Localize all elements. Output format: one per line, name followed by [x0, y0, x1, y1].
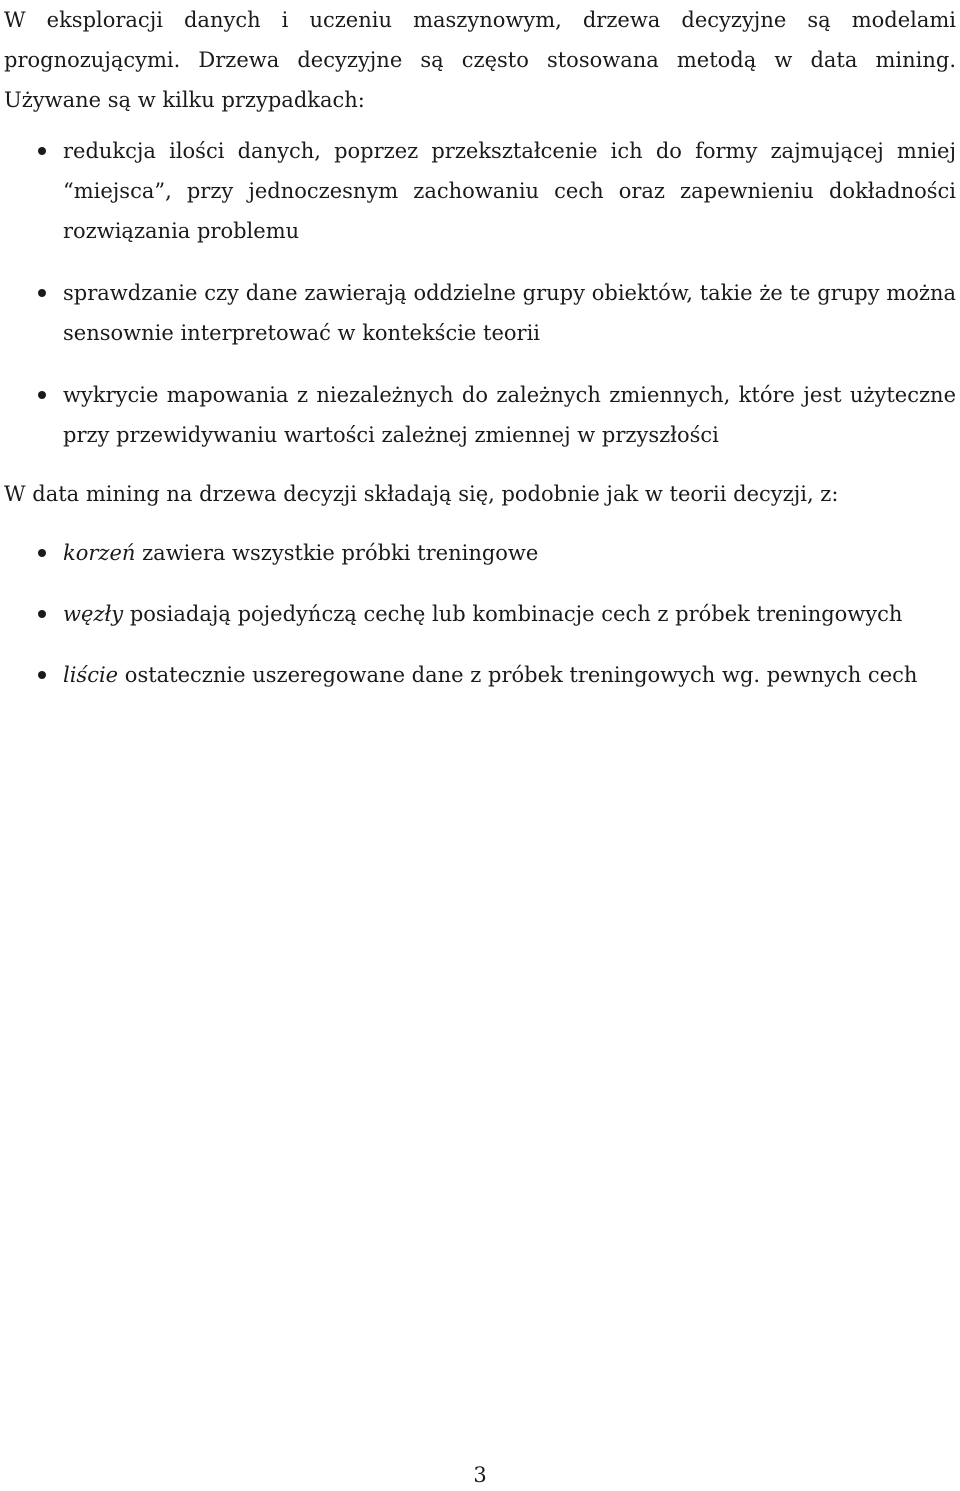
bullet-icon	[38, 289, 46, 297]
list-item	[0, 655, 960, 695]
list-item	[0, 533, 960, 573]
list-item-text: redukcja ilości danych, poprzez przekształcenie ich do formy zajmującej mniej “miejsca”, przy jednoczesnym zachowaniu cech oraz zapewnieniu dokładności rozwiązania problemu	[63, 139, 956, 243]
term-nodes: węzły	[63, 602, 124, 626]
page-number: 3	[473, 1463, 487, 1487]
list-item	[0, 273, 960, 353]
term-leaves: liście	[63, 663, 119, 687]
list-item-text: posiadają pojedyńczą cechę lub kombinacje cech z próbek treningowych	[123, 602, 903, 626]
intro-paragraph: W eksploracji danych i uczeniu maszynowym, drzewa decyzyjne są modelami prognozującymi. Drzewa decyzyjne są często stosowana metodą w data mining. Używane są w kilku przypadkach:	[4, 8, 956, 112]
list-item	[0, 594, 960, 634]
bullet-icon	[38, 671, 46, 679]
components-list	[0, 533, 960, 716]
list-item-text: sprawdzanie czy dane zawierają oddzielne grupy obiektów, takie że te grupy można sensownie interpretować w kontekście teorii	[63, 281, 956, 345]
list-item-text: zawiera wszystkie próbki treningowe	[135, 541, 539, 565]
list-item-text: wykrycie mapowania z niezależnych do zależnych zmiennych, które jest użyteczne przy przewidywaniu wartości zależnej zmiennej w przyszłości	[63, 383, 956, 447]
list-item	[0, 131, 960, 251]
list-item	[0, 375, 960, 455]
bullet-icon	[38, 610, 46, 618]
term-root: korzeń	[63, 541, 136, 565]
bullet-icon	[38, 549, 46, 557]
list-item-text: ostatecznie uszeregowane dane z próbek treningowych wg. pewnych cech	[118, 663, 918, 687]
bullet-icon	[38, 147, 46, 155]
uses-list	[0, 131, 960, 477]
components-intro-paragraph: W data mining na drzewa decyzji składają się, podobnie jak w teorii decyzji, z:	[4, 482, 839, 506]
bullet-icon	[38, 391, 46, 399]
